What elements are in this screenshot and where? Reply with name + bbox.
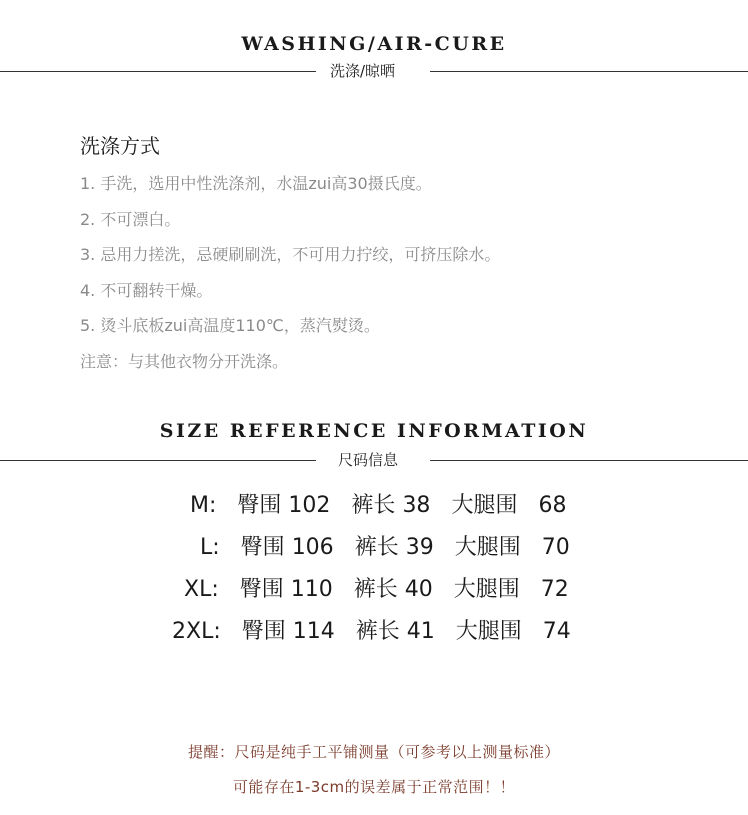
length-value: 39 <box>405 535 434 560</box>
washing-divider <box>0 60 748 82</box>
thigh-value: 74 <box>542 619 571 644</box>
length-label: 裤长 <box>354 535 399 560</box>
length-label: 裤长 <box>355 619 400 644</box>
size-divider <box>0 449 748 471</box>
size-row-xl <box>184 572 569 608</box>
size-row-m <box>190 488 566 524</box>
size-label: XL: <box>184 577 219 602</box>
divider-line-left <box>0 460 316 461</box>
hip-label: 臀围 <box>239 577 284 602</box>
length-label: 裤长 <box>351 493 396 518</box>
thigh-value: 70 <box>541 535 570 560</box>
length-value: 40 <box>404 577 433 602</box>
thigh-label: 大腿围 <box>451 493 518 518</box>
washing-item: 2. 不可漂白。 <box>80 209 181 229</box>
size-label: M: <box>190 493 217 518</box>
thigh-label: 大腿围 <box>454 535 521 560</box>
washing-item: 4. 不可翻转干燥。 <box>80 280 213 300</box>
length-value: 41 <box>406 619 435 644</box>
hip-value: 110 <box>290 577 333 602</box>
washing-item: 5. 烫斗底板zui高温度110℃，蒸汽熨烫。 <box>80 316 380 335</box>
washing-instructions <box>80 130 720 379</box>
size-row-2xl <box>172 614 571 650</box>
washing-note: 注意：与其他衣物分开洗涤。 <box>80 351 289 371</box>
size-label: 2XL: <box>172 619 221 644</box>
hip-label: 臀围 <box>237 493 282 518</box>
size-title-en: SIZE REFERENCE INFORMATION <box>159 420 589 442</box>
thigh-value: 72 <box>540 577 569 602</box>
washing-item: 1. 手洗，选用中性洗涤剂，水温zui高30摄氏度。 <box>80 174 432 193</box>
divider-line-right <box>430 460 748 461</box>
thigh-value: 68 <box>538 493 567 518</box>
size-title-cn: 尺码信息 <box>338 451 399 469</box>
hip-value: 106 <box>291 535 334 560</box>
length-label: 裤长 <box>353 577 398 602</box>
hip-label: 臀围 <box>240 535 285 560</box>
hip-value: 102 <box>288 493 331 518</box>
washing-title-en: WASHING/AIR-CURE <box>241 33 507 55</box>
divider-line-left <box>0 71 316 72</box>
washing-item: 3. 忌用力搓洗，忌硬刷刷洗，不可用力拧绞，可挤压除水。 <box>80 245 501 264</box>
error-range-note: 可能存在1-3cm的误差属于正常范围！！ <box>232 778 516 796</box>
length-value: 38 <box>402 493 431 518</box>
size-label: L: <box>200 535 220 560</box>
thigh-label: 大腿围 <box>455 619 522 644</box>
divider-line-right <box>430 71 748 72</box>
hip-value: 114 <box>292 619 335 644</box>
measurement-reminder: 提醒：尺码是纯手工平铺测量（可参考以上测量标准） <box>187 743 560 761</box>
hip-label: 臀围 <box>241 619 286 644</box>
size-row-l <box>200 530 570 566</box>
washing-title-cn: 洗涤/晾晒 <box>330 62 396 80</box>
washing-heading: 洗涤方式 <box>80 134 160 158</box>
thigh-label: 大腿围 <box>453 577 520 602</box>
